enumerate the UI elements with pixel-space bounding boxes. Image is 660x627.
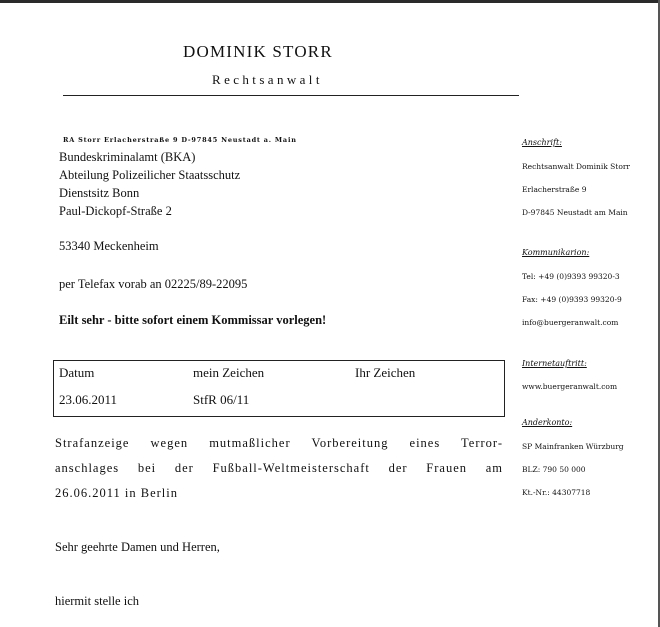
letterhead-divider <box>63 95 519 96</box>
sidebar-bank-line: SP Mainfranken Würzburg <box>522 442 624 451</box>
sidebar-comm-heading: Kommunikarion: <box>522 248 590 257</box>
sidebar-address-line: Rechtsanwalt Dominik Storr <box>522 162 631 171</box>
sidebar-email: info@buergeranwalt.com <box>522 318 619 327</box>
recipient-line: Bundeskriminalamt (BKA) <box>59 150 196 164</box>
subject-line: anschlages bei der Fußball-Weltmeisterschaft der Frauen am <box>55 461 503 475</box>
subject-line: Strafanzeige wegen mutmaßlicher Vorbereitung eines Terror- <box>55 436 503 450</box>
letterhead-name: DOMINIK STORR <box>183 42 333 61</box>
recipient-line: Paul-Dickopf-Straße 2 <box>59 204 172 218</box>
recipient-line: Abteilung Polizeilicher Staatsschutz <box>59 168 241 182</box>
salutation: Sehr geehrte Damen und Herren, <box>55 540 220 554</box>
reference-box <box>53 360 505 417</box>
sender-line: RA Storr Erlacherstraße 9 D-97845 Neustadt a. Main <box>63 136 297 144</box>
letterhead-title: Rechtsanwalt <box>212 72 323 87</box>
sidebar-web-heading: Internetauftritt: <box>522 359 587 368</box>
ref-header-my-ref: mein Zeichen <box>193 365 265 380</box>
sidebar-website: www.buergeranwalt.com <box>522 382 618 391</box>
subject-line: 26.06.2011 in Berlin <box>55 486 179 500</box>
ref-header-your-ref: Ihr Zeichen <box>355 365 416 380</box>
opening-text: hiermit stelle ich <box>55 594 140 608</box>
sidebar-bank-line: Kt.-Nr.: 44307718 <box>522 488 591 497</box>
sidebar-address-heading: Anschrift: <box>522 138 562 147</box>
sidebar-address-line: D-97845 Neustadt am Main <box>522 208 628 217</box>
fax-line: per Telefax vorab an 02225/89-22095 <box>59 277 248 291</box>
sidebar-phone: Tel: +49 (0)9393 99320-3 <box>522 272 620 281</box>
sidebar-fax: Fax: +49 (0)9393 99320-9 <box>522 295 622 304</box>
sidebar-address-line: Erlacherstraße 9 <box>522 185 587 194</box>
urgent-note: Eilt sehr - bitte sofort einem Kommissar vorlegen! <box>59 313 327 327</box>
ref-value-my-ref: StfR 06/11 <box>193 392 250 407</box>
recipient-line: Dienstsitz Bonn <box>59 186 140 200</box>
recipient-city: 53340 Meckenheim <box>59 239 159 253</box>
ref-header-date: Datum <box>59 365 95 380</box>
sidebar-bank-heading: Anderkonto: <box>522 418 573 427</box>
top-border <box>0 0 660 3</box>
sidebar-bank-line: BLZ: 790 50 000 <box>522 465 586 474</box>
ref-value-date: 23.06.2011 <box>59 392 118 407</box>
